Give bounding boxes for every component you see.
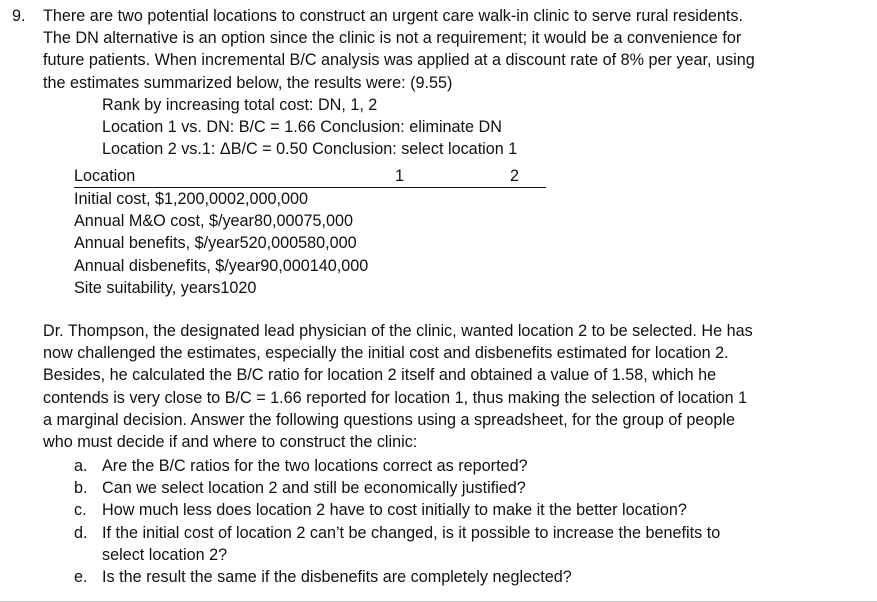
intro-line: future patients. When incremental B/C analysis was applied at a discount rate of 8% per year, using [43, 51, 755, 70]
subquestion-b [74, 477, 834, 499]
subquestion-text: Are the B/C ratios for the two locations correct as reported? [102, 457, 528, 475]
subquestion-letter: d. [74, 523, 88, 542]
header-location-1: 1 [395, 167, 405, 185]
subquestion-c [74, 499, 834, 521]
challenge-line: Besides, he calculated the B/C ratio for location 2 itself and obtained a value of 1.58, which he [43, 366, 717, 385]
header-location-2: 2 [510, 167, 520, 185]
analysis-results [102, 94, 517, 161]
subquestion-list [74, 455, 834, 588]
intro-line: There are two potential locations to construct an urgent care walk-in clinic to serve rural residents. [43, 7, 743, 25]
challenge-line: Dr. Thompson, the designated lead physician of the clinic, wanted location 2 to be selected. He has [43, 322, 753, 340]
challenge-line: now challenged the estimates, especially the initial cost and disbenefits estimated for location 2. [43, 344, 729, 363]
subquestion-e [74, 566, 834, 588]
challenge-line: a marginal decision. Answer the following questions using a spreadsheet, for the group of people [43, 410, 735, 429]
table-row-mo-cost: Annual M&O cost, $/year80,00075,000 [74, 212, 353, 231]
table-row-disbenefits: Annual disbenefits, $/year90,000140,000 [74, 256, 369, 275]
table-row-site-suitability: Site suitability, years1020 [74, 278, 257, 297]
subquestion-text: If the initial cost of location 2 can’t be changed, is it possible to increase the benefits to [102, 523, 721, 542]
subquestion-letter: a. [74, 457, 88, 475]
result-rank: Rank by increasing total cost: DN, 1, 2 [102, 96, 378, 114]
subquestion-text: Is the result the same if the disbenefits are completely neglected? [102, 568, 572, 587]
subquestion-letter: e. [74, 568, 88, 587]
subquestion-letter: b. [74, 479, 88, 498]
table-row-benefits: Annual benefits, $/year520,000580,000 [74, 234, 357, 253]
challenge-line: who must decide if and where to construct the clinic: [43, 433, 418, 452]
subquestion-a [74, 455, 834, 477]
intro-line: The DN alternative is an option since the clinic is not a requirement; it would be a convenience for [43, 29, 742, 48]
table-row-initial-cost: Initial cost, $1,200,0002,000,000 [74, 190, 308, 208]
subquestion-d [74, 522, 834, 566]
table-header [74, 165, 546, 188]
subquestion-text: select location 2? [102, 545, 228, 564]
question-number: 9. [12, 7, 26, 25]
subquestion-text: How much less does location 2 have to cost initially to make it the better location? [102, 501, 687, 520]
result-location2-vs-1: Location 2 vs.1: ΔB/C = 0.50 Conclusion: select location 1 [102, 140, 518, 159]
question-intro [43, 5, 863, 94]
header-location: Location [74, 167, 136, 185]
subquestion-text: Can we select location 2 and still be economically justified? [102, 479, 526, 498]
challenge-paragraph [43, 320, 863, 453]
challenge-line: contends is very close to B/C = 1.66 reported for location 1, thus making the selection of location 1 [43, 388, 748, 407]
subquestion-letter: c. [74, 501, 87, 520]
estimates-table [74, 165, 546, 299]
intro-line: the estimates summarized below, the results were: (9.55) [43, 73, 453, 92]
result-location1-vs-dn: Location 1 vs. DN: B/C = 1.66 Conclusion: eliminate DN [102, 118, 502, 137]
